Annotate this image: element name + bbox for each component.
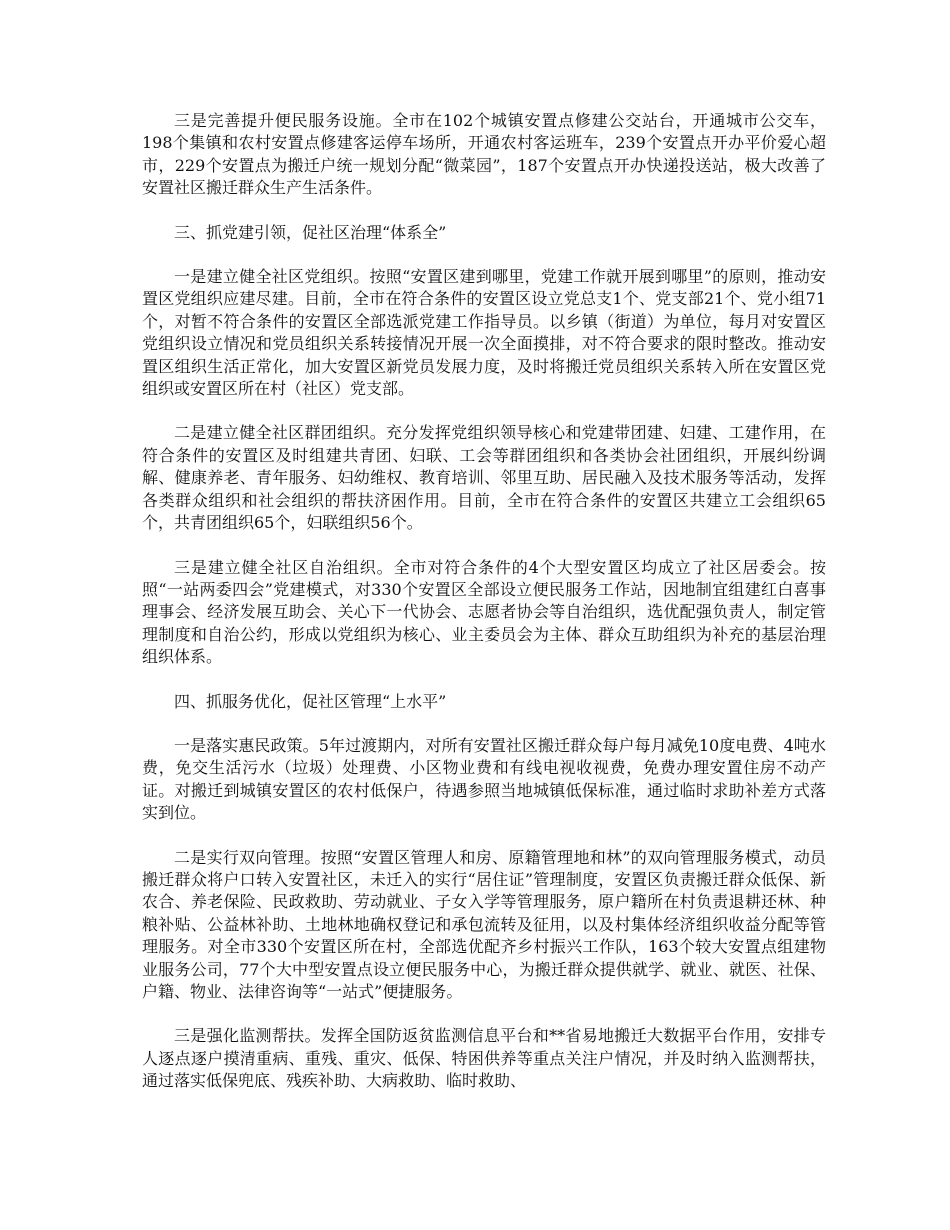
document-page <box>142 110 826 1115</box>
section-heading-service-optimization: 四、抓服务优化，促社区管理“上水平” <box>174 691 447 711</box>
paragraph-party-organization: 一是建立健全社区党组织。按照“安置区建到哪里，党建工作就开展到哪里”的原则，推动安置区党组织应建尽建。目前，全市在符合条件的安置区设立党总支1个、党支部21个、党小组71个，对暂不符合条件的安置区全部选派党建工作指导员。以乡镇（街道）为单位，每月对安置区党组织设立情况和党员组织关系转接情况开展一次全面摸排，对不符合要求的限时整改。推动安置区组织生活正常化，加大安置区新党员发展力度，及时将搬迁党员组织关系转入所在安置区党组织或安置区所在村（社区）党支部。 <box>142 267 826 399</box>
paragraph-convenience-facilities: 三是完善提升便民服务设施。全市在102个城镇安置点修建公交站台，开通城市公交车，198个集镇和农村安置点修建客运停车场所，开通农村客运班车，239个安置点开办平价爱心超市，229个安置点为搬迁户统一规划分配“微菜园”，187个安置点开办快递投送站，极大改善了安置社区搬迁群众生产生活条件。 <box>142 111 826 198</box>
paragraph-two-way-management: 二是实行双向管理。按照“安置区管理人和房、原籍管理地和林”的双向管理服务模式，动员搬迁群众将户口转入安置社区，未迁入的实行“居住证”管理制度，安置区负责搬迁群众低保、新农合、养老保险、民政救助、劳动就业、子女入学等管理服务，原户籍所在村负责退耕还林、种粮补贴、公益林补助、土地林地确权登记和承包流转及征用，以及村集体经济组织收益分配等管理服务。对全市330个安置区所在村，全部选优配齐乡村振兴工作队，163个较大安置点组建物业服务公司，77个大中型安置点设立便民服务中心，为搬迁群众提供就学、就业、就医、社保、户籍、物业、法律咨询等“一站式”便捷服务。 <box>142 847 826 1001</box>
paragraph-mass-organization: 二是建立健全社区群团组织。充分发挥党组织领导核心和党建带团建、妇建、工建作用，在符合条件的安置区及时组建共青团、妇联、工会等群团组织和各类协会社团组织，开展纠纷调解、健康养老、青年服务、妇幼维权、教育培训、邻里互助、居民融入及技术服务等活动，发挥各类群众组织和社会组织的帮扶济困作用。目前，全市在符合条件的安置区共建立工会组织65个，共青团组织65个，妇联组织56个。 <box>142 423 826 533</box>
paragraph-monitoring-assistance: 三是强化监测帮扶。发挥全国防返贫监测信息平台和**省易地搬迁大数据平台作用，安排专人逐点逐户摸清重病、重残、重灾、低保、特困供养等重点关注户情况，并及时纳入监测帮扶，通过落实低保兜底、残疾补助、大病救助、临时救助、 <box>142 1026 826 1091</box>
section-heading-party-building: 三、抓党建引领，促社区治理“体系全” <box>174 222 447 242</box>
paragraph-benefit-policy: 一是落实惠民政策。5年过渡期内，对所有安置社区搬迁群众每户每月减免10度电费、4吨水费，免交生活污水（垃圾）处理费、小区物业费和有线电视收视费，免费办理安置住房不动产证。对搬迁到城镇安置区的农村低保户，待遇参照当地城镇低保标准，通过临时求助补差方式落实到位。 <box>142 735 826 823</box>
paragraph-self-governance: 三是建立健全社区自治组织。全市对符合条件的4个大型安置区均成立了社区居委会。按照“一站两委四会”党建模式，对330个安置区全部设立便民服务工作站，因地制宜组建红白喜事理事会、经济发展互助会、关心下一代协会、志愿者协会等自治组织，选优配强负责人，制定管理制度和自治公约，形成以党组织为核心、业主委员会为主体、群众互助组织为补充的基层治理组织体系。 <box>142 557 826 667</box>
